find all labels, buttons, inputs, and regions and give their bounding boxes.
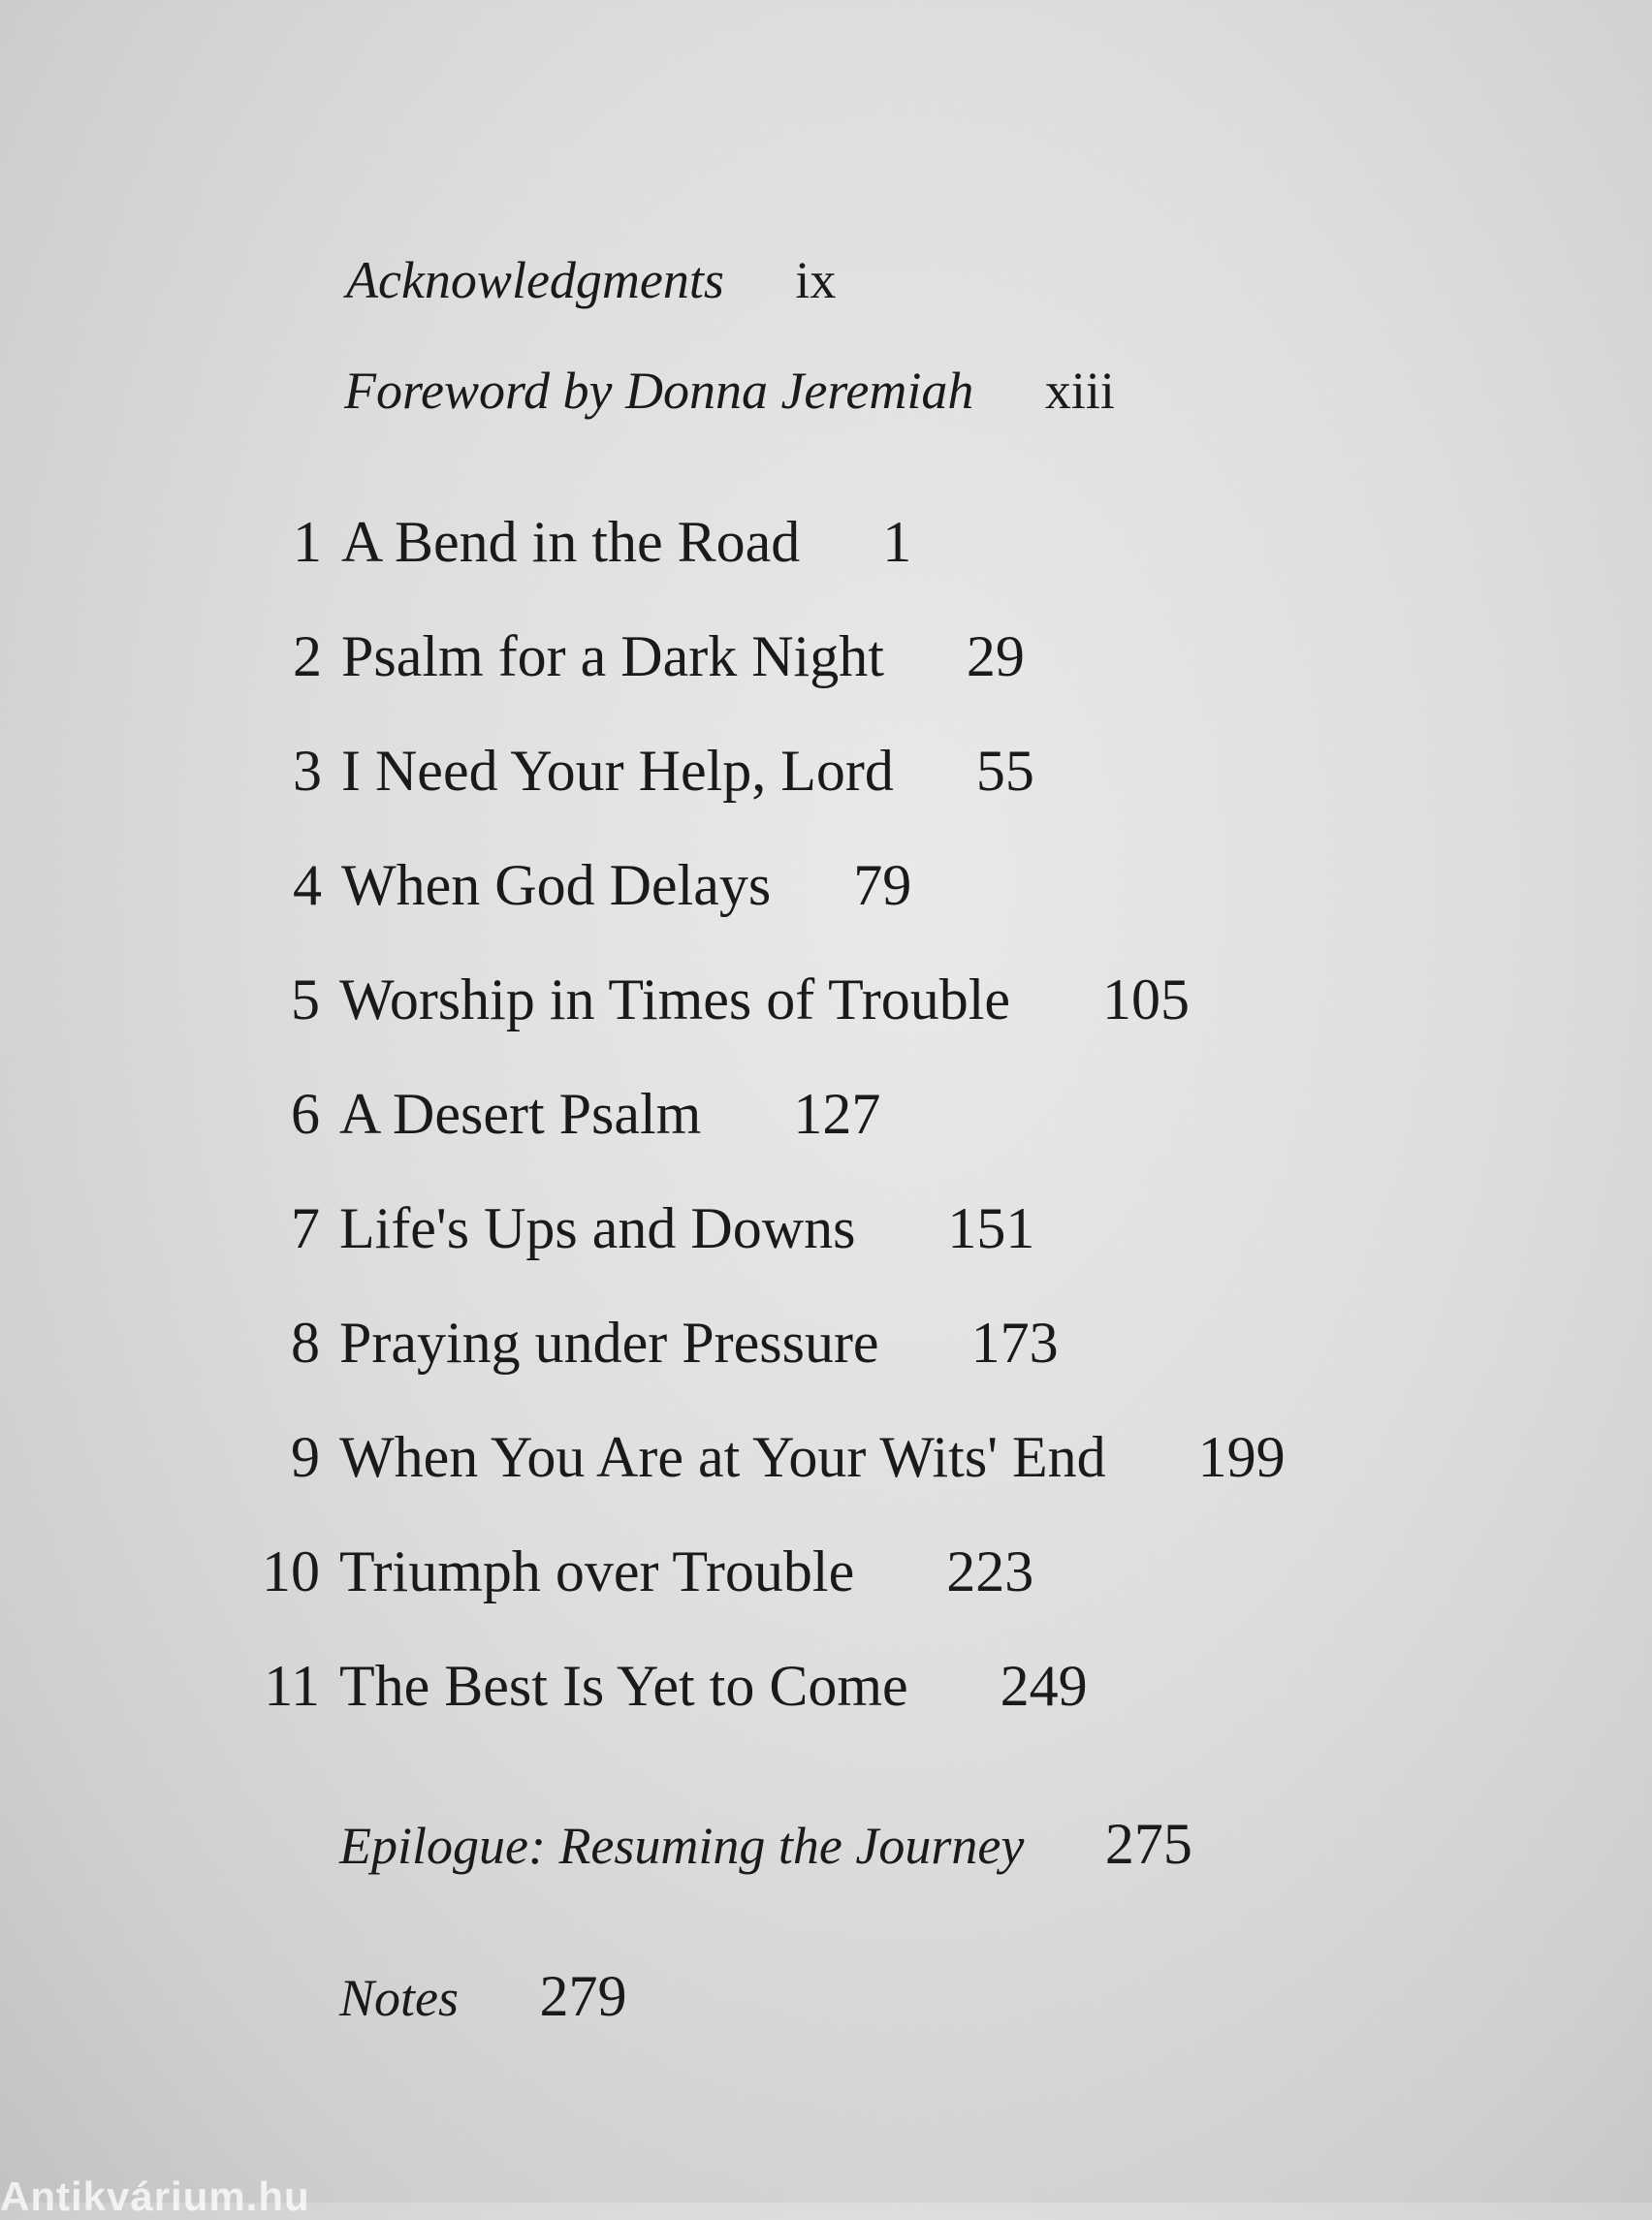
chapter-page-number: 249 bbox=[1000, 1654, 1088, 1718]
chapter-page-number: 55 bbox=[975, 739, 1034, 803]
toc-entry-epilogue bbox=[339, 1811, 1192, 1878]
toc-title: Foreword by Donna Jeremiah bbox=[344, 362, 974, 420]
toc-chapter-11 bbox=[264, 1653, 1088, 1720]
chapter-page-number: 199 bbox=[1197, 1425, 1286, 1489]
chapter-number: 11 bbox=[264, 1654, 320, 1718]
chapter-number: 2 bbox=[293, 624, 322, 688]
chapter-title: A Desert Psalm bbox=[339, 1082, 702, 1146]
toc-page-number: ix bbox=[795, 251, 837, 309]
toc-entry-foreword bbox=[344, 361, 1115, 421]
toc-chapter-8 bbox=[291, 1310, 1059, 1377]
chapter-number: 8 bbox=[291, 1311, 320, 1375]
toc-chapter-2 bbox=[293, 623, 1025, 690]
chapter-number: 9 bbox=[291, 1425, 320, 1489]
chapter-title: Worship in Times of Trouble bbox=[339, 967, 1010, 1031]
toc-chapter-4 bbox=[293, 852, 912, 919]
toc-entry-acknowledgments bbox=[346, 250, 836, 310]
chapter-number: 1 bbox=[293, 510, 322, 574]
toc-title: Epilogue: Resuming the Journey bbox=[339, 1817, 1025, 1875]
chapter-page-number: 29 bbox=[966, 624, 1025, 688]
toc-page-number: xiii bbox=[1044, 362, 1115, 420]
chapter-number: 5 bbox=[291, 967, 320, 1031]
toc-page-number: 275 bbox=[1104, 1812, 1192, 1876]
chapter-number: 4 bbox=[293, 853, 322, 917]
chapter-title: When You Are at Your Wits' End bbox=[339, 1425, 1106, 1489]
chapter-page-number: 223 bbox=[946, 1539, 1034, 1603]
chapter-page-number: 151 bbox=[947, 1196, 1035, 1260]
chapter-title: Life's Ups and Downs bbox=[339, 1196, 856, 1260]
toc-chapter-3 bbox=[293, 738, 1034, 805]
chapter-page-number: 127 bbox=[793, 1082, 881, 1146]
chapter-page-number: 79 bbox=[853, 853, 912, 917]
toc-chapter-5 bbox=[291, 967, 1190, 1033]
chapter-number: 3 bbox=[293, 739, 322, 803]
toc-chapter-7 bbox=[291, 1195, 1035, 1262]
chapter-number: 7 bbox=[291, 1196, 320, 1260]
chapter-title: Psalm for a Dark Night bbox=[341, 624, 884, 688]
chapter-number: 6 bbox=[291, 1082, 320, 1146]
toc-page-number: 279 bbox=[539, 1964, 627, 2028]
toc-title: Notes bbox=[339, 1969, 460, 2027]
chapter-title: I Need Your Help, Lord bbox=[341, 739, 894, 803]
chapter-title: The Best Is Yet to Come bbox=[339, 1654, 908, 1718]
chapter-title: Praying under Pressure bbox=[339, 1311, 879, 1375]
chapter-title: When God Delays bbox=[341, 853, 772, 917]
toc-chapter-6 bbox=[291, 1081, 881, 1148]
chapter-page-number: 173 bbox=[970, 1311, 1059, 1375]
toc-chapter-9 bbox=[291, 1424, 1286, 1491]
toc-title: Acknowledgments bbox=[346, 251, 724, 309]
toc-chapter-1 bbox=[293, 509, 912, 576]
chapter-number: 10 bbox=[262, 1539, 320, 1603]
watermark: Antikvárium.hu bbox=[0, 2173, 310, 2219]
toc-entry-notes bbox=[339, 1963, 627, 2030]
chapter-title: Triumph over Trouble bbox=[339, 1539, 855, 1603]
toc-chapter-10 bbox=[262, 1538, 1034, 1605]
chapter-page-number: 1 bbox=[882, 510, 912, 574]
chapter-title: A Bend in the Road bbox=[341, 510, 801, 574]
chapter-page-number: 105 bbox=[1102, 967, 1190, 1031]
